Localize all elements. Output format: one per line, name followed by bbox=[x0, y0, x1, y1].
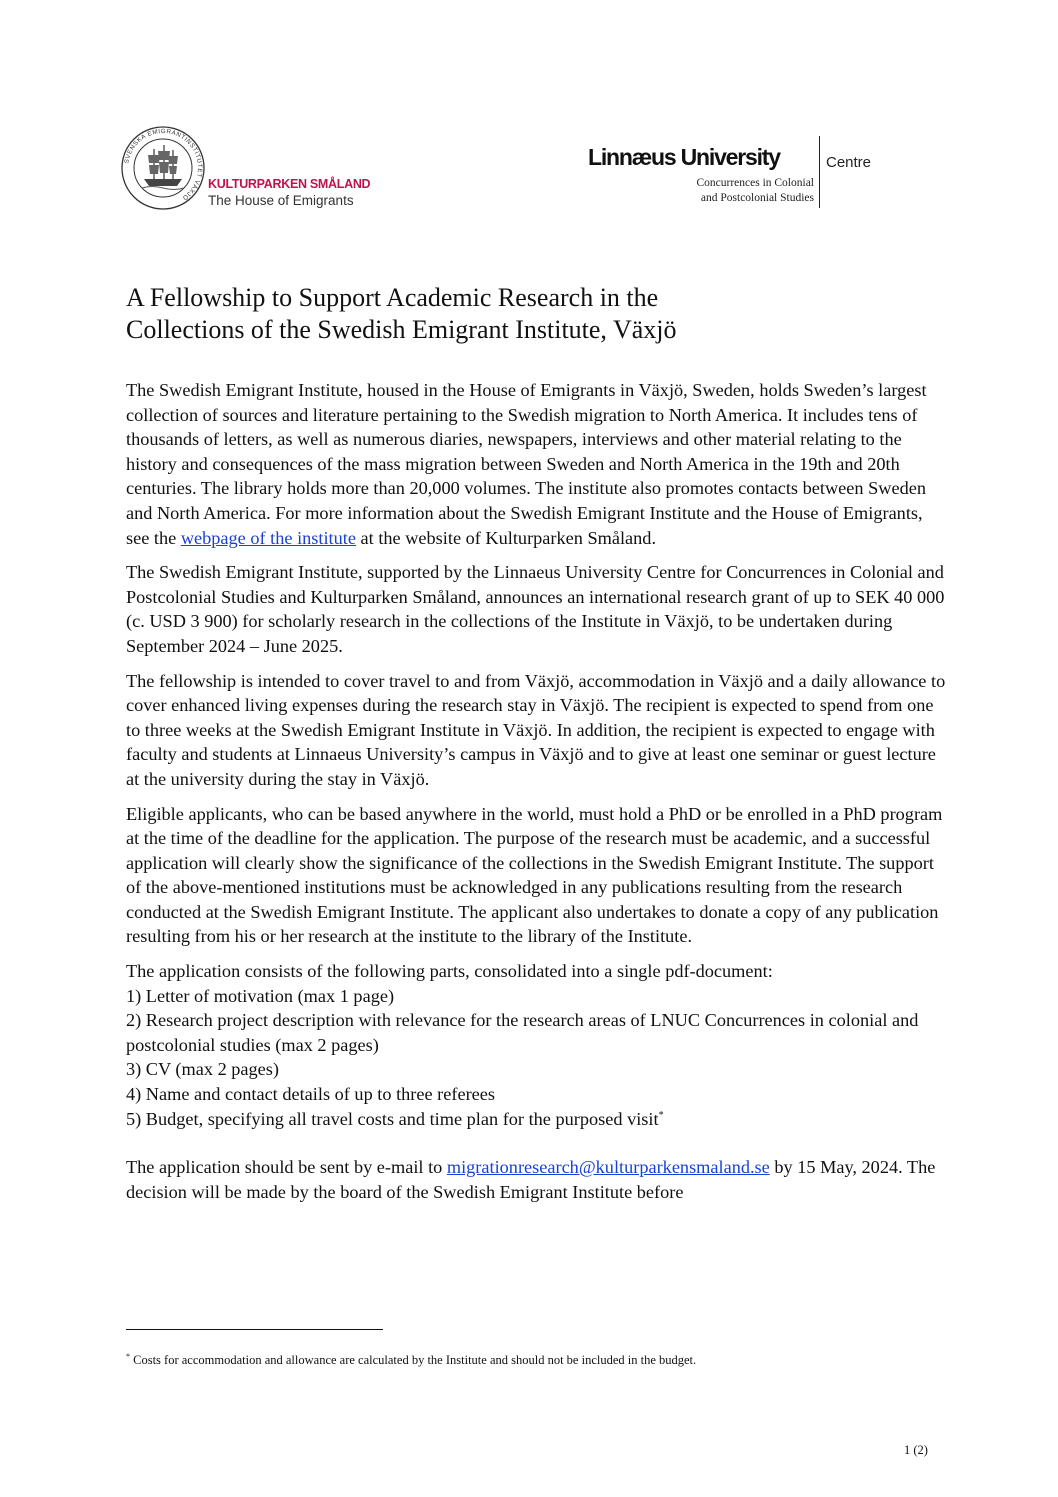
paragraph-eligibility: Eligible applicants, who can be based anywhere in the world, must hold a PhD or be enrolled in a PhD program at the time of the deadline for the application. The purpose of the research must be academic, and a successful application will clearly show the significance of the collections in the Swedish Emigrant Institute. The support of the above-mentioned institutions must be acknowledged in any publications resulting from the research conducted at the Swedish Emigrant Institute. The applicant also undertakes to donate a copy of any publication resulting from his or her research at the institute to the library of the Institute. bbox=[126, 803, 943, 947]
list-item: 1) Letter of motivation (max 1 page) bbox=[126, 985, 395, 1006]
linnaeus-university-logo bbox=[588, 134, 888, 210]
emigrant-institute-seal-icon bbox=[120, 125, 206, 211]
list-item: 4) Name and contact details of up to three referees bbox=[126, 1084, 496, 1105]
paragraph-submission bbox=[126, 1155, 946, 1204]
footnote-marker: * bbox=[126, 1351, 130, 1361]
title-line1: A Fellowship to Support Academic Research in the bbox=[126, 283, 659, 312]
application-parts bbox=[126, 959, 946, 1131]
footnote bbox=[126, 1353, 696, 1368]
application-intro: The application consists of the following parts, consolidated into a single pdf-document: bbox=[126, 961, 773, 982]
house-of-emigrants-label: The House of Emigrants bbox=[208, 193, 354, 208]
document-body bbox=[126, 378, 946, 1214]
footnote-reference[interactable]: * bbox=[658, 1109, 664, 1121]
paragraph-intro-text: The Swedish Emigrant Institute, housed in the House of Emigrants in Växjö, Sweden, holds Sweden’s largest collection of sources and literature pertaining to the Swedish migration to North America. It includes tens of thousands of letters, as well as numerous diaries, newspapers, interviews and other material relating to the history and consequences of the mass migration between Sweden and North America in the 19th and 20th centuries. The library holds more than 20,000 volumes. The institute also promotes contacts between Sweden and North America. For more information about the Swedish Emigrant Institute and the House of Emigrants, see the bbox=[126, 380, 927, 548]
kulturparken-brand: KULTURPARKEN SMÅLAND bbox=[208, 177, 371, 191]
footnote-divider bbox=[126, 1329, 383, 1330]
list-item: 3) CV (max 2 pages) bbox=[126, 1059, 279, 1080]
title-line2: Collections of the Swedish Emigrant Institute, Växjö bbox=[126, 315, 677, 344]
application-list bbox=[126, 984, 946, 1132]
paragraph-intro bbox=[126, 378, 946, 550]
university-name: Linnæus University bbox=[588, 144, 780, 170]
paragraph-grant: The Swedish Emigrant Institute, supported by the Linnaeus University Centre for Concurrences in Colonial and Postcolonial Studies and Kulturparken Småland, announces an international research grant of up to SEK 40 000 (c. USD 3 900) for scholarly research in the collections of the Institute in Växjö, to be undertaken during September 2024 – June 2025. bbox=[126, 562, 945, 656]
submission-tail: by 15 May, 2024. The decision will be made by the board of the Swedish Emigrant Institute before bbox=[126, 1157, 936, 1202]
centre-subtitle-line2: and Postcolonial Studies bbox=[700, 192, 814, 204]
institute-webpage-link[interactable]: webpage of the institute bbox=[180, 527, 356, 548]
list-item: 5) Budget, specifying all travel costs and time plan for the purposed visit bbox=[126, 1108, 659, 1129]
page-number: 1 (2) bbox=[904, 1443, 928, 1457]
paragraph-intro-tail: at the website of Kulturparken Småland. bbox=[355, 527, 657, 548]
paragraph-fellowship: The fellowship is intended to cover travel to and from Växjö, accommodation in Växjö and a daily allowance to cover enhanced living expenses during the research stay in Växjö. The recipient is expected to spend from one to three weeks at the Swedish Emigrant Institute in Växjö. In addition, the recipient is expected to engage with faculty and students at Linnaeus University’s campus in Växjö and to give at least one seminar or guest lecture at the university during the stay in Växjö. bbox=[126, 670, 946, 789]
house-of-emigrants-logo bbox=[120, 125, 371, 215]
centre-label: Centre bbox=[826, 154, 872, 171]
list-item: 2) Research project description with relevance for the research areas of LNUC Concurrences in colonial and postcolonial studies (max 2 pages) bbox=[126, 1010, 919, 1055]
logo-divider bbox=[819, 136, 820, 208]
email-link[interactable]: migrationresearch@kulturparkensmaland.se bbox=[446, 1157, 770, 1178]
list-item-budget bbox=[126, 1107, 946, 1132]
document-title bbox=[126, 282, 946, 346]
seal-text: SVENSKA EMIGRANTINSTITUTET VÄXJÖ bbox=[123, 127, 204, 202]
footnote-text: Costs for accommodation and allowance are calculated by the Institute and should not be included in the budget. bbox=[130, 1353, 697, 1367]
centre-subtitle-line1: Concurrences in Colonial bbox=[696, 177, 814, 189]
submission-text: The application should be sent by e-mail to bbox=[126, 1157, 447, 1178]
